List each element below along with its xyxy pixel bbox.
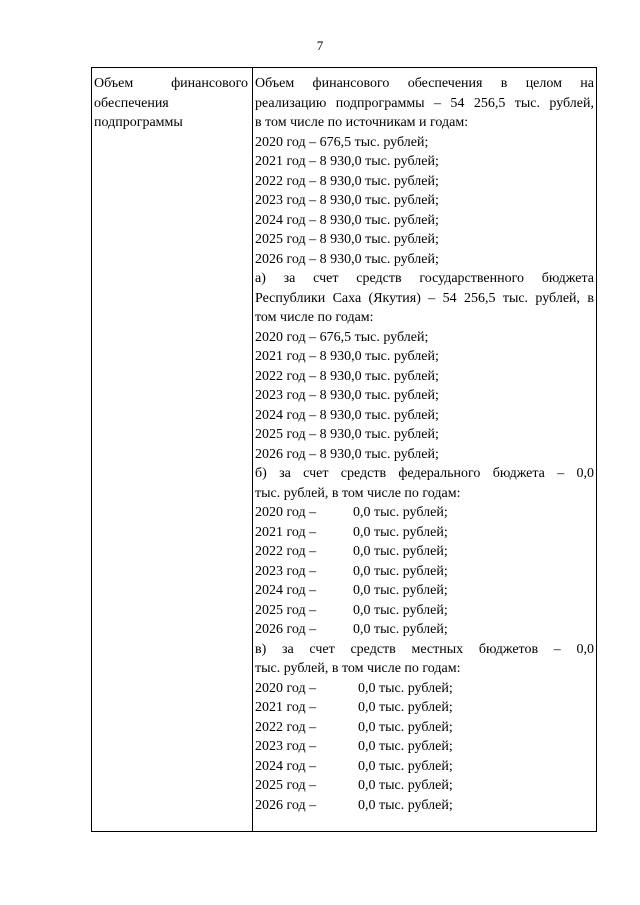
financing-details-cell (255, 74, 594, 815)
intro-line: Объем финансового обеспечения в целом на (255, 76, 594, 91)
total-year-line: 2026 год – 8 930,0 тыс. рублей; (255, 251, 439, 267)
year-label: 2025 год – (255, 602, 317, 618)
year-label: 2021 год – (255, 700, 317, 715)
total-year-line: 2022 год – 8 930,0 тыс. рублей; (255, 173, 439, 189)
year-amount: 0,0 тыс. рублей; (358, 758, 453, 774)
year-amount: 0,0 тыс. рублей; (353, 622, 448, 637)
section-b-year-row (255, 542, 594, 562)
section-a-line: Республики Саха (Якутия) – 54 256,5 тыс. рублей, в (255, 290, 594, 306)
row-header-line: подпрограммы (94, 115, 183, 130)
year-amount: 0,0 тыс. рублей; (353, 544, 448, 559)
page-number: 7 (316, 38, 324, 53)
total-year-line: 2024 год – 8 930,0 тыс. рублей; (255, 212, 439, 228)
intro-line: реализацию подпрограммы – 54 256,5 тыс. рублей, (255, 95, 594, 111)
section-b-line: тыс. рублей, в том числе по годам: (255, 485, 461, 501)
year-amount: 0,0 тыс. рублей; (353, 583, 448, 598)
section-a-year-line: 2024 год – 8 930,0 тыс. рублей; (255, 407, 439, 423)
year-label: 2026 год – (255, 797, 317, 813)
section-v-year-row (255, 718, 594, 738)
year-label: 2024 год – (255, 583, 317, 598)
intro-line: в том числе по источникам и годам: (255, 115, 469, 130)
section-v-year-row (255, 679, 594, 699)
column-divider (252, 68, 253, 831)
section-b-year-row (255, 523, 594, 543)
section-b-year-row (255, 562, 594, 582)
year-amount: 0,0 тыс. рублей; (358, 680, 453, 696)
section-v-line: тыс. рублей, в том числе по годам: (255, 661, 461, 676)
row-header-line: обеспечения (94, 95, 169, 111)
year-label: 2023 год – (255, 563, 317, 579)
year-amount: 0,0 тыс. рублей; (358, 719, 453, 735)
year-amount: 0,0 тыс. рублей; (353, 602, 448, 618)
section-a-year-line: 2025 год – 8 930,0 тыс. рублей; (255, 427, 439, 442)
year-amount: 0,0 тыс. рублей; (353, 563, 448, 579)
section-v-line: в) за счет средств местных бюджетов – 0,0 (255, 641, 594, 657)
section-v-year-row (255, 776, 594, 796)
section-b-year-row (255, 581, 594, 601)
section-b-year-row (255, 601, 594, 621)
year-label: 2020 год – (255, 505, 317, 520)
section-a-line: том числе по годам: (255, 310, 374, 325)
row-header-cell (94, 74, 248, 133)
year-amount: 0,0 тыс. рублей; (353, 505, 448, 520)
year-label: 2022 год – (255, 544, 317, 559)
section-a-year-line: 2021 год – 8 930,0 тыс. рублей; (255, 349, 439, 364)
total-year-line: 2025 год – 8 930,0 тыс. рублей; (255, 232, 439, 247)
year-label: 2026 год – (255, 622, 317, 637)
year-label: 2020 год – (255, 680, 317, 696)
year-label: 2025 год – (255, 778, 317, 793)
year-label: 2022 год – (255, 719, 317, 735)
total-year-line: 2021 год – 8 930,0 тыс. рублей; (255, 154, 439, 169)
section-v-year-row (255, 796, 594, 816)
section-a-year-line: 2020 год – 676,5 тыс. рублей; (255, 329, 429, 345)
year-amount: 0,0 тыс. рублей; (353, 524, 448, 540)
year-amount: 0,0 тыс. рублей; (358, 700, 453, 715)
year-label: 2023 год – (255, 739, 317, 754)
financing-table (91, 67, 597, 832)
section-b-year-row (255, 620, 594, 640)
section-b-year-row (255, 503, 594, 523)
section-a-year-line: 2022 год – 8 930,0 тыс. рублей; (255, 368, 439, 384)
total-year-line: 2023 год – 8 930,0 тыс. рублей; (255, 193, 439, 208)
section-a-line: а) за счет средств государственного бюджета (255, 271, 594, 286)
section-a-year-line: 2026 год – 8 930,0 тыс. рублей; (255, 446, 439, 462)
section-v-year-row (255, 737, 594, 757)
section-a-year-line: 2023 год – 8 930,0 тыс. рублей; (255, 388, 439, 403)
year-amount: 0,0 тыс. рублей; (358, 778, 453, 793)
year-label: 2021 год – (255, 524, 317, 540)
year-amount: 0,0 тыс. рублей; (358, 797, 453, 813)
year-amount: 0,0 тыс. рублей; (358, 739, 453, 754)
row-header-line: Объем финансового (94, 76, 248, 91)
year-label: 2024 год – (255, 758, 317, 774)
section-b-line: б) за счет средств федерального бюджета – 0,0 (255, 466, 594, 481)
section-v-year-row (255, 757, 594, 777)
total-year-line: 2020 год – 676,5 тыс. рублей; (255, 134, 429, 150)
section-v-year-row (255, 698, 594, 718)
